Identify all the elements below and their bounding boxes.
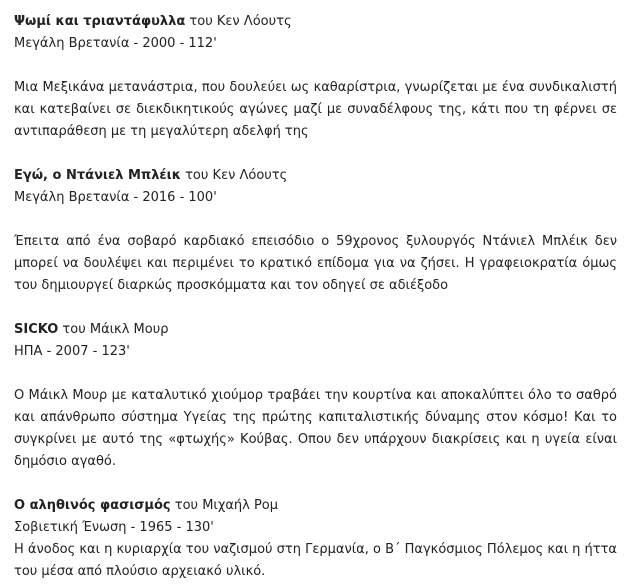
film-title: SICKO (14, 322, 59, 337)
film-description: Η άνοδος και η κυριαρχία του ναζισμού στη Γερμανία, ο Β΄ Παγκόσμιος Πόλεμος και η ήττα του μέσα από πλούσιο αρχειακό υλικό. (14, 542, 617, 579)
film-title: Ο αληθινός φασισμός (14, 498, 171, 513)
film-title: Εγώ, ο Ντάνιελ Μπλέικ (14, 168, 181, 183)
film-meta: Μεγάλη Βρετανία - 2016 - 100' (14, 190, 217, 205)
film-entry-ordinary-fascism (14, 495, 617, 583)
film-title: Ψωμί και τριαντάφυλλα (14, 14, 186, 29)
film-meta: Μεγάλη Βρετανία - 2000 - 112' (14, 36, 217, 51)
film-title-line (14, 11, 617, 33)
film-meta: ΗΠΑ - 2007 - 123' (14, 344, 130, 359)
film-meta: Σοβιετική Ένωση - 1965 - 130' (14, 520, 214, 535)
film-description: Μια Μεξικάνα μετανάστρια, που δουλεύει ως καθαρίστρια, γνωρίζεται με ένα συνδικαλιστή και κατεβαίνει σε διεκδικητικούς αγώνες μαζί με συναδέλφους της, κάτι που τη φέρνει σε αντιπαράθεση με τη μεγαλύτερη αδελφή της (14, 80, 617, 139)
film-director: του Μιχαήλ Ρομ (174, 498, 279, 513)
film-director: του Κεν Λόουτς (189, 14, 292, 29)
film-title-line (14, 319, 617, 341)
film-entry-bread-and-roses (14, 11, 617, 165)
film-director: του Κεν Λόουτς (185, 168, 288, 183)
film-title-line (14, 495, 617, 517)
film-title-line (14, 165, 617, 187)
film-director: του Μάικλ Μουρ (62, 322, 169, 337)
film-description: Ο Μάικλ Μουρ με καταλυτικό χιούμορ τραβάει την κουρτίνα και αποκαλύπτει όλο το σαθρό και απάνθρωπο σύστημα Υγείας της πρώτης καπιταλιστικής δύναμης στον κόσμο! Και το συγκρίνει με αυτό της «φτωχής» Κούβας. Οπου δεν υπάρχουν διακρίσεις και η υγεία είναι δημόσιο αγαθό. (14, 388, 617, 469)
film-description: Έπειτα από ένα σοβαρό καρδιακό επεισόδιο ο 59χρονος ξυλουργός Ντάνιελ Μπλέικ δεν μπορεί να δουλέψει και περιμένει το κρατικό επίδομα για να ζήσει. Η γραφειοκρατία όμως του δημιουργεί διαρκώς προσκόμματα και τον οδηγεί σε αδιέξοδο (14, 234, 617, 293)
film-entry-i-daniel-blake (14, 165, 617, 319)
film-entry-sicko (14, 319, 617, 495)
